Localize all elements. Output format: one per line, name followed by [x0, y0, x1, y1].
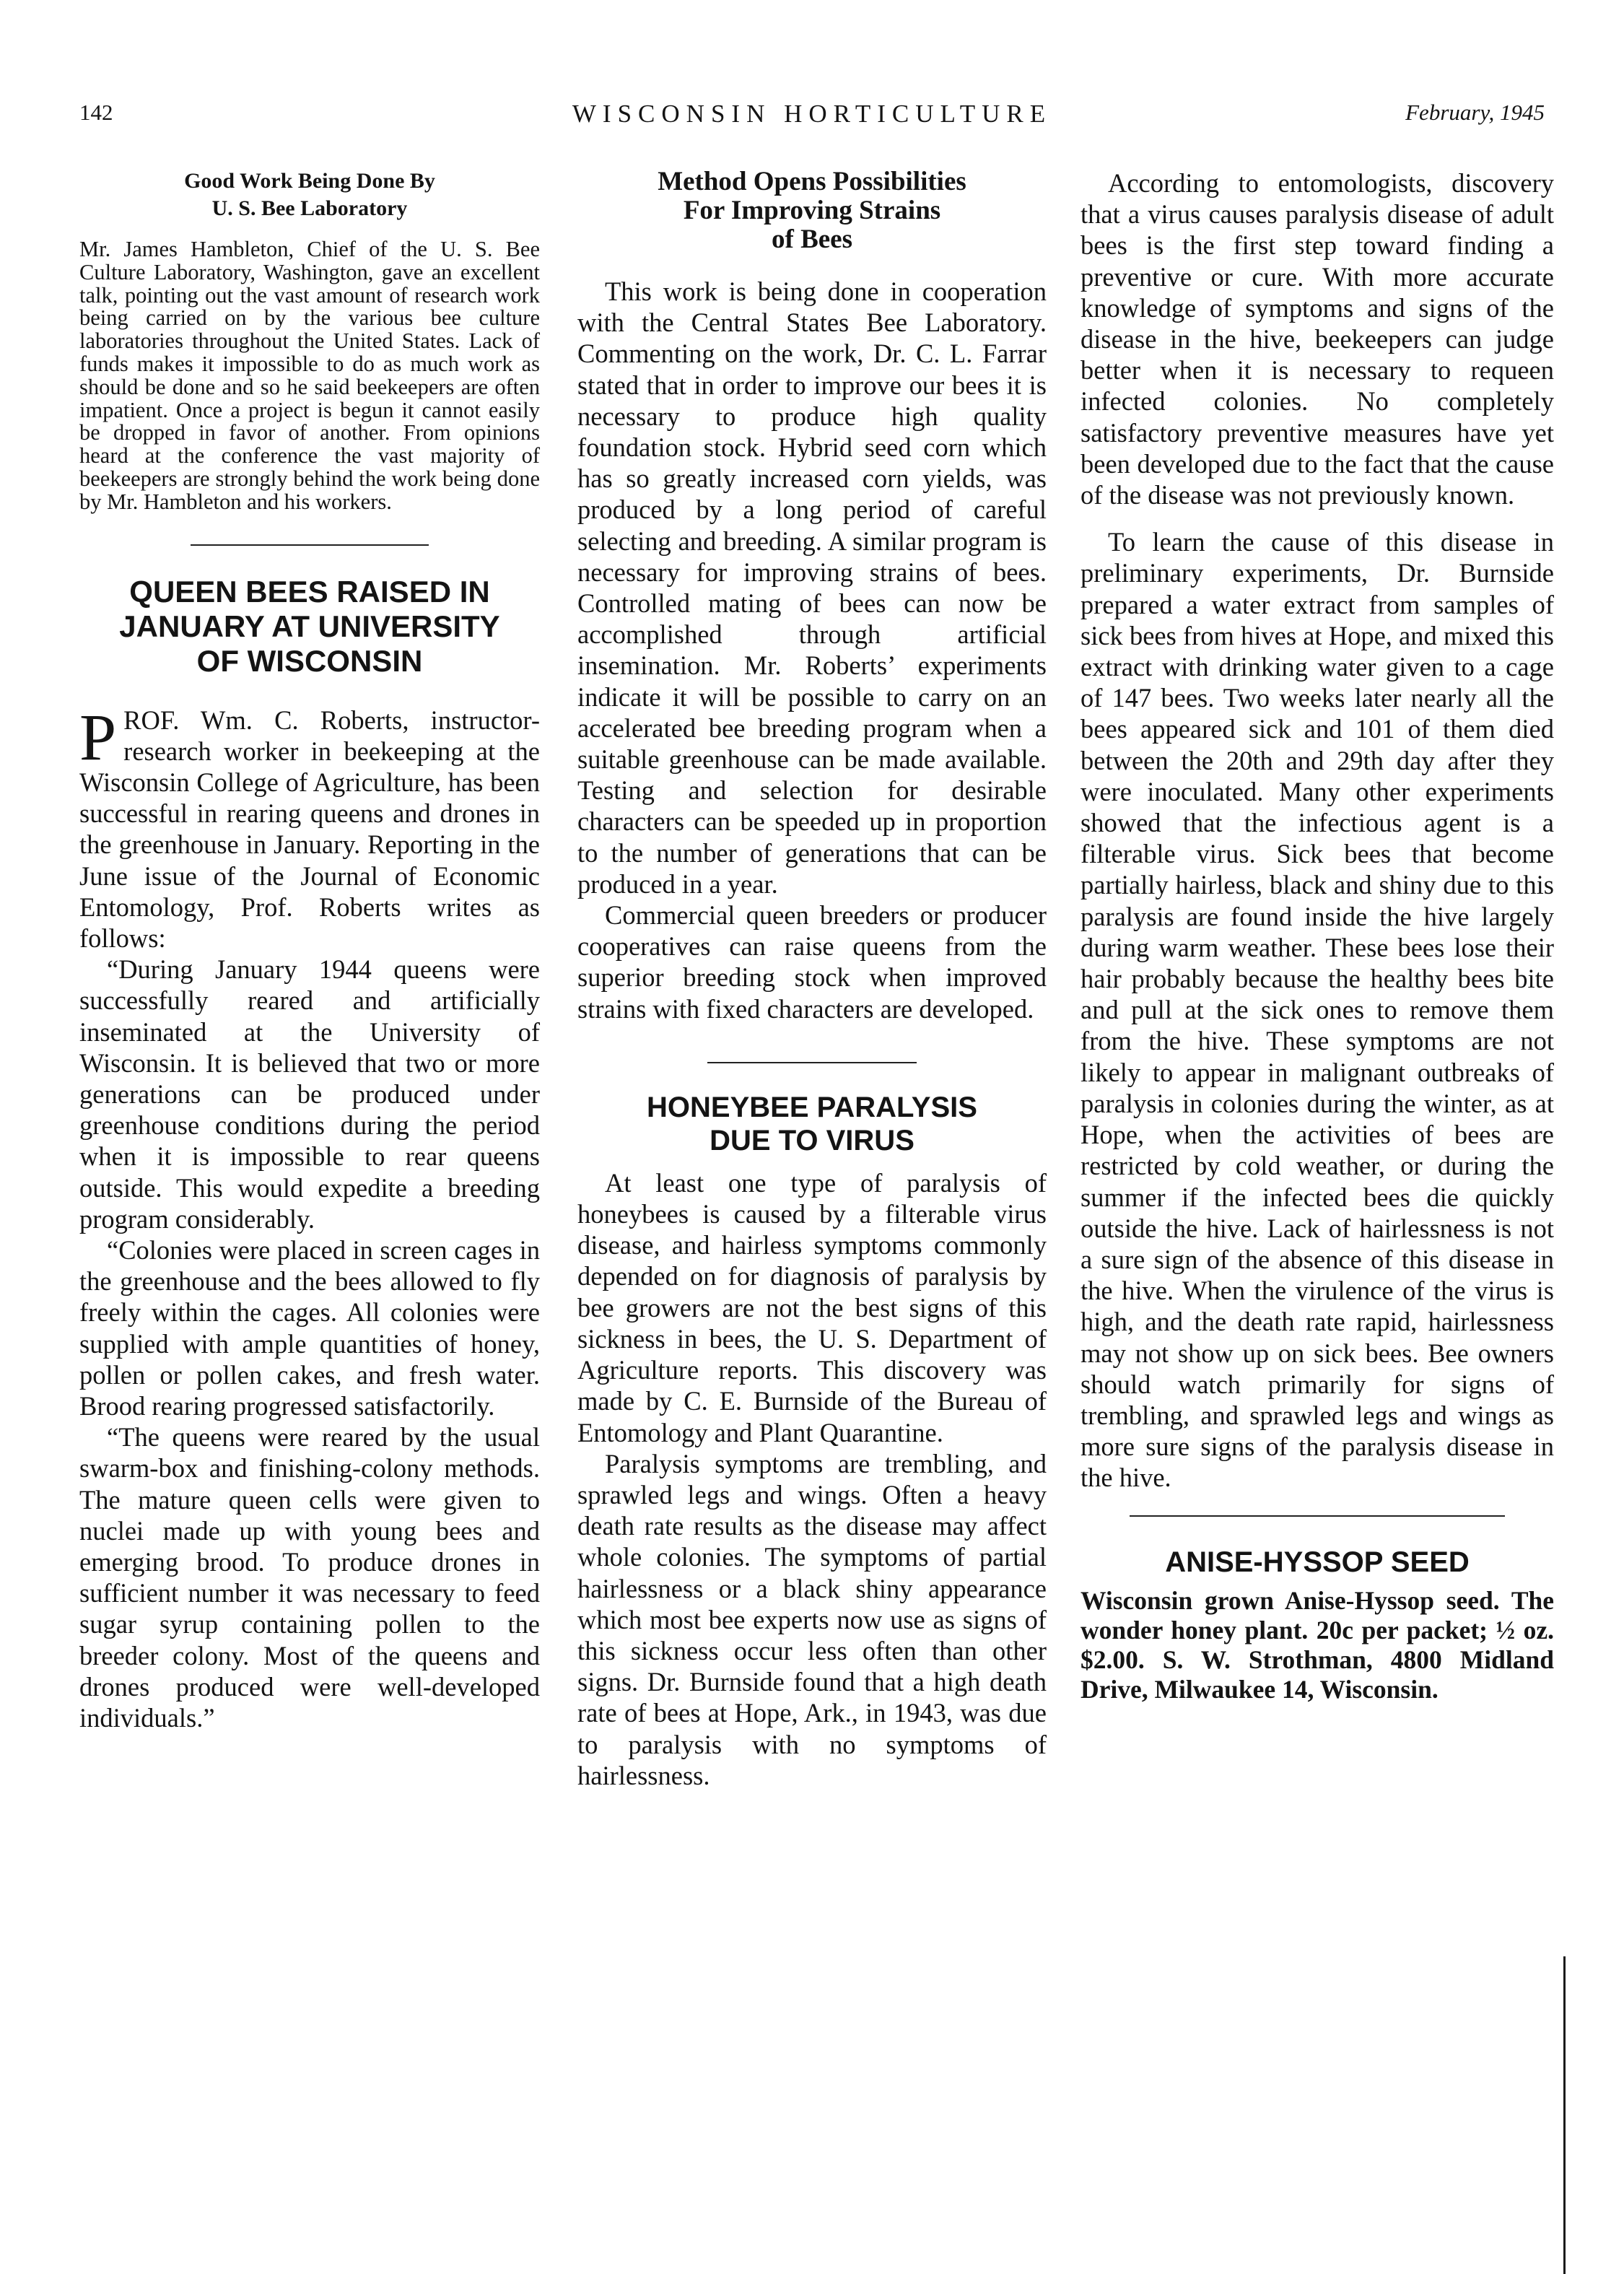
paralysis-article: [577, 1091, 1047, 1791]
column-middle: [577, 167, 1047, 1791]
paralysis-headline-line2: DUE TO VIRUS: [710, 1124, 914, 1156]
paralysis-headline-line1: HONEYBEE PARALYSIS: [647, 1091, 977, 1123]
queen-bees-article: [79, 575, 540, 1734]
strains-headline: [577, 167, 1047, 254]
advertisement: [1081, 1546, 1554, 1704]
drop-cap: P: [79, 700, 117, 774]
strains-headline-line1: Method Opens Possibilities: [658, 167, 966, 196]
queen-bees-paragraph-4: “The queens were reared by the usual swarm-box and finishing-colony methods. The mature queen cells were given to nuclei made up with young bees and emerging brood. To produce drones in sufficient number it was necessary to feed sugar syrup containing pollen to the breeder colony. Most of the queens and drones produced were well-developed individuals.”: [79, 1422, 540, 1733]
strains-headline-line2: For Improving Strains: [683, 196, 941, 225]
ad-side-rule: [1563, 1956, 1566, 2274]
strains-headline-line3: of Bees: [772, 225, 852, 254]
ad-text: Wisconsin grown Anise-Hyssop seed. The wonder honey plant. 20c per packet; ½ oz. $2.00. S. W. Strothman, 4800 Midland Drive, Milwaukee 14, Wisconsin.: [1081, 1585, 1554, 1704]
queen-bees-paragraph-1: [79, 700, 540, 954]
paralysis-cont-paragraph-2: To learn the cause of this disease in preliminary experiments, Dr. Burnside prepared a water extract from samples of sick bees from hives at Hope, and mixed this extract with drinking water given to a cage of 147 bees. Two weeks later nearly all the bees appeared sick and 101 of them died between the 20th and 29th day after they were inoculated. Many other experiments showed that the infectious agent is a filterable virus. Sick bees that become partially hairless, black and shiny due to this paralysis are found inside the hive largely during warm weather. These bees lose their hair probably because the healthy bees bite and pull at the sick ones to remove them from the hive. These symptoms are not likely to appear in malignant outbreaks of paralysis in colonies during the winter, as at Hope, when the activities of bees are restricted by cold weather, or during the summer if the infected bees die quickly outside the hive. Lack of hairlessness is not a sure sign of the absence of this disease in the hive. When the virulence of the virus is high, and the death rate rapid, hairlessness may not show up on sick bees. Bee owners should watch primarily for signs of trembling, and sprawled legs and wings as more sure signs of the paralysis disease in the hive.: [1081, 527, 1554, 1493]
column-left: [79, 167, 540, 1733]
paralysis-paragraph-2: Paralysis symptoms are trembling, and sprawled legs and wings. Often a heavy death rate results as the disease may affect whole colonies. The symptoms of partial hairlessness or a black shiny appearance which most bee experts now use as signs of this sickness occur less often than other signs. Dr. Burnside found that a high death rate of bees at Hope, Ark., in 1943, was due to paralysis with no symptoms of hairlessness.: [577, 1448, 1047, 1790]
strains-paragraph-2: Commercial queen breeders or producer cooperatives can raise queens from the superior breeding stock when improved strains with fixed characters are developed.: [577, 900, 1047, 1024]
paralysis-cont-paragraph-1: According to entomologists, discovery that a virus causes paralysis disease of adult bees is the first step toward finding a preventive or cure. With more accurate knowledge of symptoms and signs of the disease in the hive, beekeepers can judge better when it is necessary to requeen infected colonies. No completely satisfactory preventive measures have yet been developed due to the fact that the cause of the disease was not previously known.: [1081, 168, 1554, 510]
column-right: [1081, 167, 1554, 1704]
queen-bees-headline-line2: JANUARY AT UNIVERSITY: [119, 609, 500, 643]
running-head: [79, 100, 1545, 143]
queen-bees-paragraph-1-text: ROF. Wm. C. Roberts, instructor-research worker in beekeeping at the Wisconsin College of Agriculture, has been successful in rearing queens and drones in the greenhouse in January. Reporting in the June issue of the Journal of Economic Entomology, Prof. Roberts writes as follows:: [79, 705, 540, 953]
queen-bees-headline-line1: QUEEN BEES RAISED IN: [129, 574, 490, 609]
bee-lab-paragraph: Mr. James Hambleton, Chief of the U. S. Bee Culture Laboratory, Washington, gave an excellent talk, pointing out the vast amount of research work being carried on by the various bee culture laboratories throughout the United States. Lack of funds makes it impossible to do as much work as should be done and so he said beekeepers are often impatient. Once a project is begun it cannot easily be dropped in favor of another. From opinions heard at the conference the vast majority of beekeepers are strongly behind the work being done by Mr. Hambleton and his workers.: [79, 237, 540, 514]
section-divider: [1130, 1515, 1505, 1517]
strains-paragraph-1: This work is being done in cooperation with the Central States Bee Laboratory. Commenting on the work, Dr. C. L. Farrar stated that in order to improve our bees it is necessary to produce high quality foundation stock. Hybrid seed corn which has so greatly increased corn yields, was produced by a long period of careful selecting and breeding. A similar program is necessary for improving strains of bees. Controlled mating of bees can now be accomplished through artificial insemination. Mr. Roberts’ experiments indicate it will be possible to carry on an accelerated bee breeding program when a suitable greenhouse can be made available. Testing and selection for desirable characters can be speeded up in proportion to the number of generations that can be produced in a year.: [577, 276, 1047, 899]
ad-headline: ANISE-HYSSOP SEED: [1165, 1546, 1470, 1578]
bee-lab-headline-line2: U. S. Bee Laboratory: [211, 196, 408, 220]
journal-title: WISCONSIN HORTICULTURE: [572, 100, 1052, 128]
section-divider: [707, 1062, 917, 1063]
paralysis-headline: [577, 1091, 1047, 1157]
bee-lab-article: [79, 167, 540, 514]
queen-bees-paragraph-3: “Colonies were placed in screen cages in the greenhouse and the bees allowed to fly freely within the cages. All colonies were supplied with ample quantities of honey, pollen or pollen cakes, and fresh water. Brood rearing progressed satisfactorily.: [79, 1235, 540, 1421]
issue-date: February, 1945: [1405, 100, 1545, 125]
bee-lab-headline: [79, 167, 540, 222]
section-divider: [191, 544, 429, 546]
strains-article: [577, 167, 1047, 1024]
queen-bees-headline-line3: OF WISCONSIN: [196, 643, 423, 678]
paralysis-paragraph-1: At least one type of paralysis of honeybees is caused by a filterable virus disease, and hairless symptoms commonly depended on for diagnosis of paralysis by bee growers are not the best signs of this sickness in bees, the U. S. Department of Agriculture reports. This discovery was made by C. E. Burnside of the Bureau of Entomology and Plant Quarantine.: [577, 1167, 1047, 1447]
page-number: 142: [79, 100, 113, 125]
queen-bees-paragraph-2: “During January 1944 queens were successfully reared and artificially inseminated at the University of Wisconsin. It is believed that two or more generations can be produced under greenhouse conditions during the period when it is impossible to rear queens outside. This would expedite a breeding program considerably.: [79, 954, 540, 1234]
paralysis-continued: [1081, 167, 1554, 1494]
bee-lab-headline-line1: Good Work Being Done By: [184, 169, 435, 193]
queen-bees-headline: [79, 575, 540, 679]
